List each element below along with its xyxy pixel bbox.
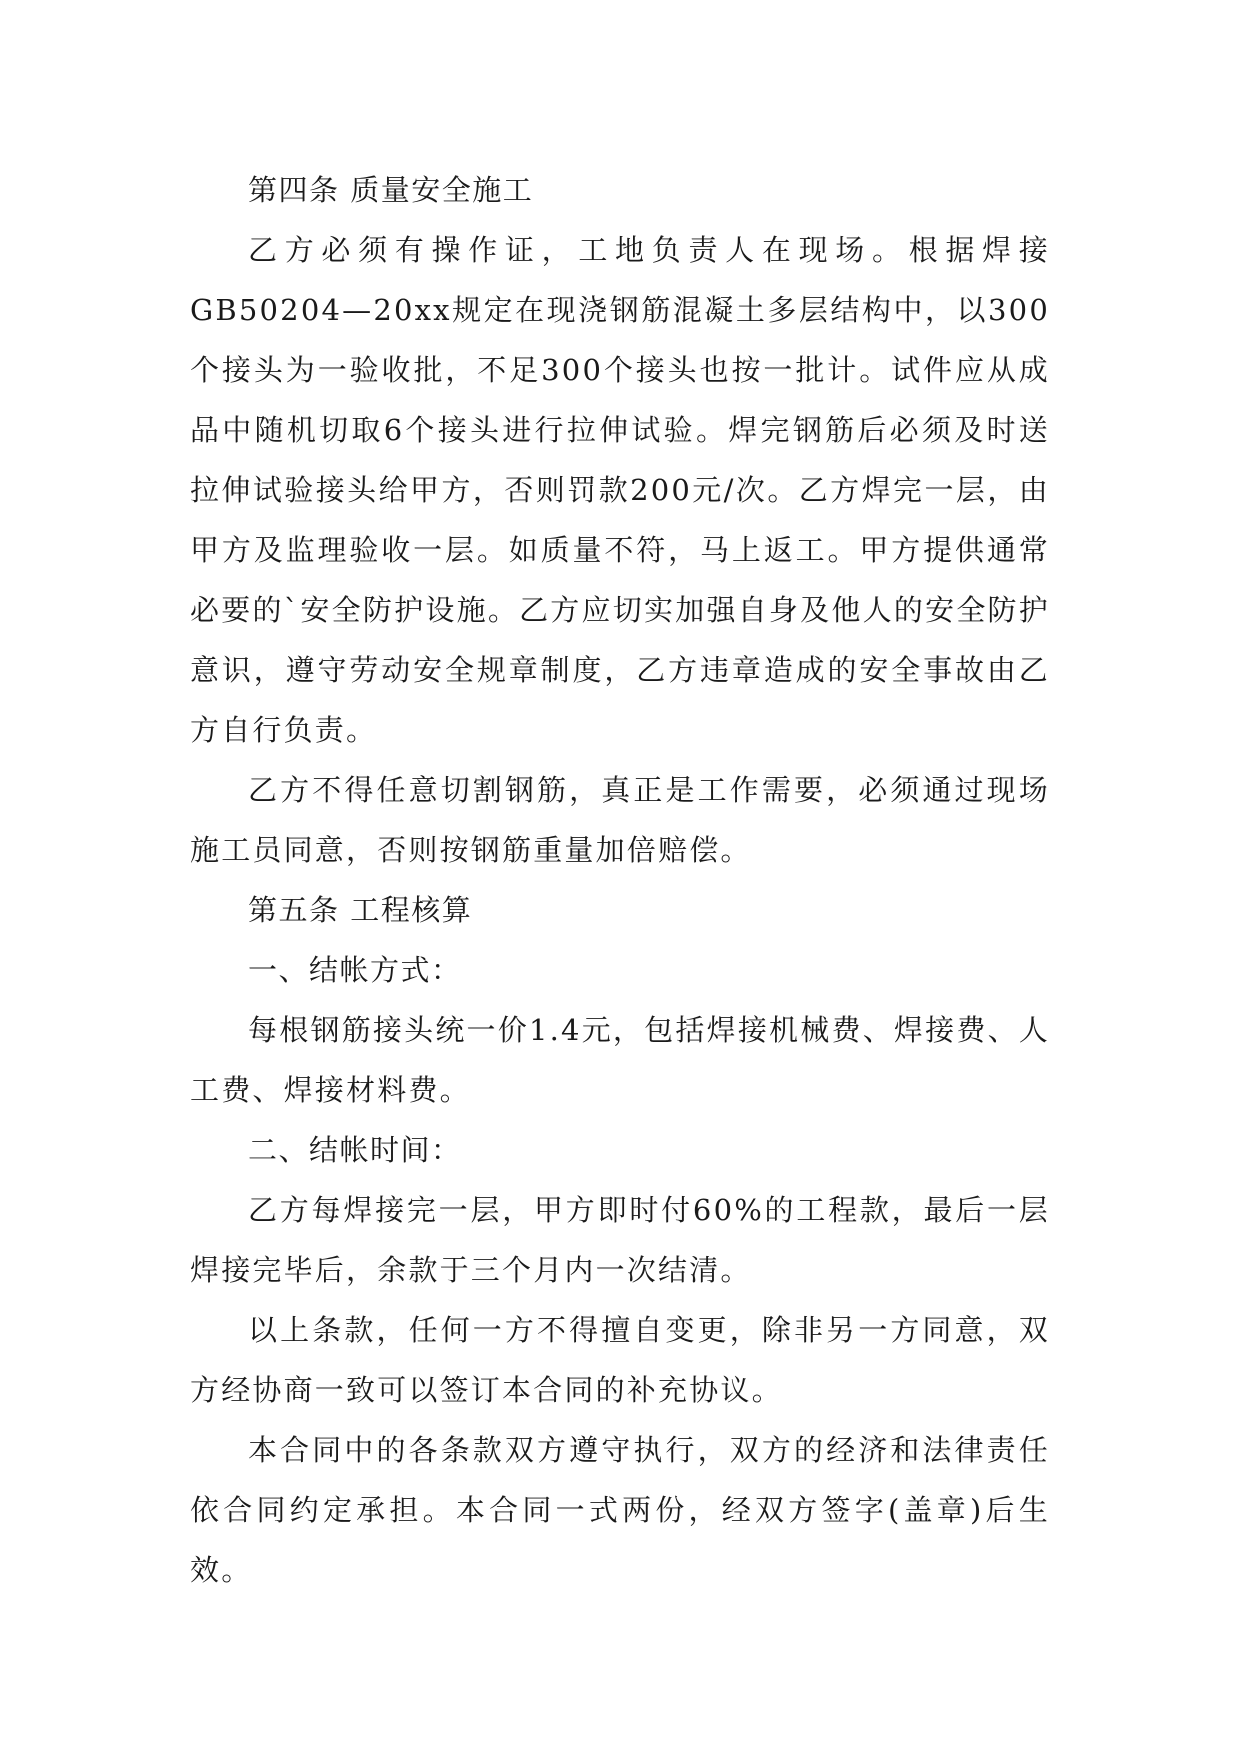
article-4-paragraph-2: 乙方不得任意切割钢筋，真正是工作需要，必须通过现场施工员同意，否则按钢筋重量加倍赔偿。 <box>190 773 1050 867</box>
document-body <box>190 160 1050 1600</box>
article-5-heading: 第五条 工程核算 <box>248 893 473 927</box>
effectiveness-paragraph: 本合同中的各条款双方遵守执行，双方的经济和法律责任依合同约定承担。本合同一式两份，经双方签字(盖章)后生效。 <box>190 1433 1050 1587</box>
amendment-paragraph: 以上条款，任何一方不得擅自变更，除非另一方同意，双方经协商一致可以签订本合同的补充协议。 <box>190 1313 1050 1407</box>
settlement-time-paragraph: 乙方每焊接完一层，甲方即时付60%的工程款，最后一层焊接完毕后，余款于三个月内一次结清。 <box>190 1193 1050 1287</box>
settlement-method-paragraph: 每根钢筋接头统一价1.4元，包括焊接机械费、焊接费、人工费、焊接材料费。 <box>190 1013 1050 1107</box>
article-4-heading: 第四条 质量安全施工 <box>248 173 534 207</box>
settlement-time-heading: 二、结帐时间： <box>248 1133 462 1167</box>
settlement-method-heading: 一、结帐方式： <box>248 953 462 987</box>
article-4-paragraph-1: 乙方必须有操作证，工地负责人在现场。根据焊接GB50204—20xx规定在现浇钢筋混凝土多层结构中，以300个接头为一验收批，不足300个接头也按一批计。试件应从成品中随机切取6个接头进行拉伸试验。焊完钢筋后必须及时送拉伸试验接头给甲方，否则罚款200元/次。乙方焊完一层，由甲方及监理验收一层。如质量不符，马上返工。甲方提供通常必要的`安全防护设施。乙方应切实加强自身及他人的安全防护意识，遵守劳动安全规章制度，乙方违章造成的安全事故由乙方自行负责。 <box>190 233 1050 747</box>
